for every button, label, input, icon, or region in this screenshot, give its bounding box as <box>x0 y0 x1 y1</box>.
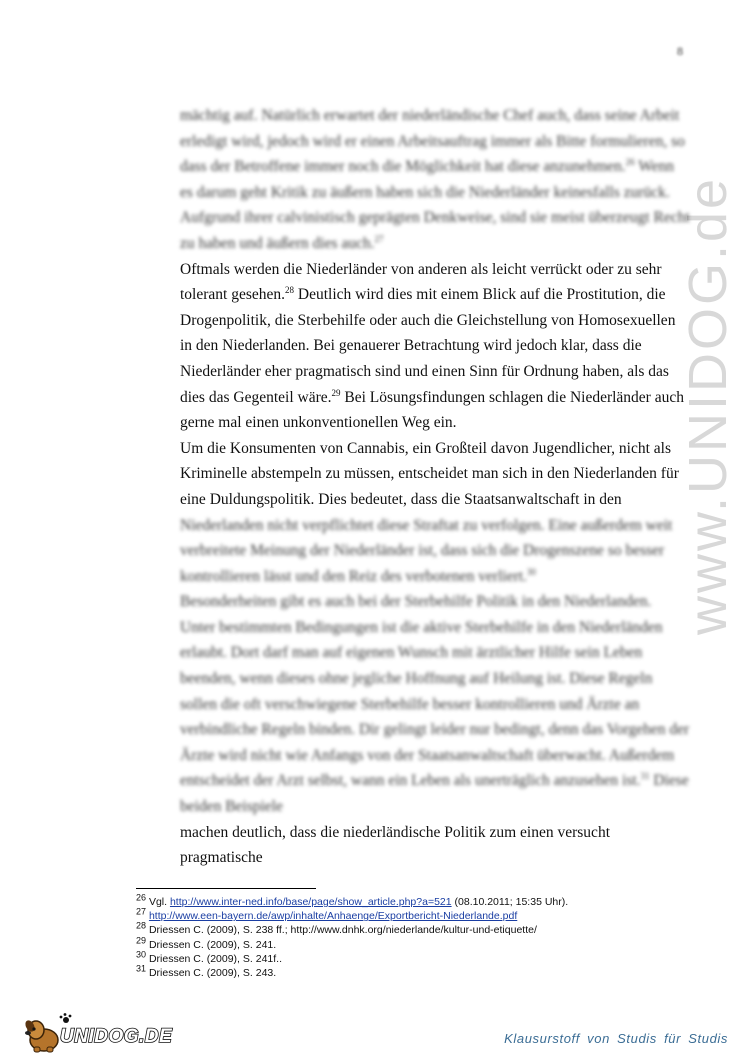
blurred-line: Niederlanden nicht verpflichtet diese Straftat zu verfolgen. Eine außerdem weit <box>180 516 673 534</box>
paragraph-text: Bei Lösungsfindungen schlagen die Niederländer auch gerne mal einen unkonventionellen Weg ein. <box>180 388 684 432</box>
footnote-separator <box>136 888 316 889</box>
dog-icon <box>24 1019 58 1052</box>
footnote-27 <box>136 906 716 923</box>
footnote-text: Vgl. <box>148 896 170 908</box>
footnote-number: 27 <box>136 906 147 917</box>
footer-tagline: Klausurstoff von Studis für Studis <box>504 1031 728 1046</box>
blurred-line: bestimmten Bedingungen ist die aktive Sterbehilfe in den Niederländen erlaubt. <box>180 618 663 662</box>
footnote-text: (08.10.2011; 15:35 Uhr). <box>451 896 569 908</box>
footnote-28 <box>136 920 716 937</box>
footnote-ref: 27 <box>374 233 384 244</box>
footnote-text: Driessen C. (2009), S. 243. <box>148 967 277 980</box>
closing-line: machen deutlich, dass die niederländische Politik zum einen versucht pragmatische <box>180 823 610 867</box>
footnote-ref: 28 <box>285 285 295 295</box>
logo-text: UNIDOG.DE <box>60 1026 173 1047</box>
blurred-line: Wenn es darum geht Kritik zu äußern haben sich die Niederländer keinesfalls zurück. <box>180 158 675 201</box>
footnote-text: Driessen C. (2009), S. 241. <box>148 938 277 951</box>
page-number: 8 <box>677 44 683 58</box>
footnote-number: 31 <box>136 963 147 974</box>
footnote-number: 26 <box>136 892 147 903</box>
footnote-29 <box>136 935 716 952</box>
blurred-line: Aufgrund ihrer calvinistisch geprägten Denkweise, sind sie meist überzeugt Recht <box>180 209 690 227</box>
blurred-line: Anfangs von der Staatsanwaltschaft überwacht. Außerdem entscheidet der Arzt <box>180 746 675 790</box>
paragraph-text: Deutlich wird dies mit einem Blick auf die Prostitution, die Drogenpolitik, die Sterbehilfe oder auch die Gleichstellung von Homosexuellen in den Niederlanden. Bei genauerer Betrachtung wird jedoch klar, dass die Niederländer eher pragmatisch sind und einen Sinn für Ordnung haben, als das dies das Gegenteil wäre. <box>180 286 676 406</box>
blurred-line: dass der Betroffene immer noch die Möglichkeit hat diese anzunehmen. <box>180 158 626 176</box>
blurred-intro-paragraph <box>180 103 690 257</box>
blurred-line: dieses ohne jegliche Hoffnung auf Heilung ist. Diese Regeln sollen die oft <box>180 670 653 713</box>
footnote-link[interactable]: http://www.inter-ned.info/base/page/show_article.php?a=521 <box>169 896 452 908</box>
blurred-line: Dort darf man auf eigenen Wunsch mit ärztlicher Hilfe sein Leben beenden, wenn <box>180 644 643 688</box>
footnote-ref: 30 <box>526 566 536 577</box>
footnote-ref: 31 <box>640 771 650 782</box>
blurred-line: verbreitete Meinung der Niederländer ist, dass sich die Drogenszene so besser <box>180 542 665 560</box>
footnote-text: Driessen C. (2009), S. 238 ff.; http://www.dnhk.org/niederlande/kultur-und-etiquette/ <box>148 924 537 937</box>
footnote-link[interactable]: http://www.een-bayern.de/awp/inhalte/Anhaenge/Exportbericht-Niederlande.pdf <box>148 910 518 923</box>
watermark-text: www.UNIDOG.de <box>678 175 738 635</box>
footnote-26 <box>136 892 716 909</box>
blurred-middle-paragraph <box>180 513 690 820</box>
blurred-line: Besonderheiten gibt es auch bei der Sterbehilfe Politik in den Niederlanden. Unter <box>180 593 652 636</box>
document-body <box>180 103 690 871</box>
footnote-ref: 29 <box>331 387 341 398</box>
paw-icon <box>60 1013 72 1023</box>
blurred-line: Diese beiden Beispiele <box>180 772 689 816</box>
blurred-line: selbst, wann ein Leben als unerträglich anzusehen ist. <box>307 772 641 790</box>
blurred-line: verschwiegene Sterbehilfe besser kontrollieren und Ärzte an verbindliche Regeln <box>180 695 640 739</box>
footnote-number: 30 <box>136 949 147 960</box>
paragraph-tolerance <box>180 257 690 436</box>
blurred-line: mächtig auf. Natürlich erwartet der niederländische Chef auch, dass seine Arbeit <box>180 107 680 124</box>
footnote-number: 29 <box>136 935 147 946</box>
footnote-number: 28 <box>136 920 147 931</box>
footnote-31 <box>136 963 716 980</box>
footnote-text: Driessen C. (2009), S. 241f.. <box>148 952 282 965</box>
blurred-line: kontrollieren lässt und den Reiz des verbotenen verliert. <box>180 567 527 585</box>
footnote-ref: 26 <box>625 157 635 168</box>
paragraph-text: Oftmals werden die Niederländer von anderen als leicht verrückt oder zu sehr tolerant gesehen. <box>180 260 662 304</box>
footnote-30 <box>136 949 716 966</box>
paragraph-cannabis: Um die Konsumenten von Cannabis, ein Großteil davon Jugendlicher, nicht als Kriminelle abstempeln zu müssen, entscheidet man sich in den Niederlanden für eine Duldungspolitik. Dies bedeutet, dass die Staatsanwaltschaft in den <box>180 439 679 508</box>
footnotes <box>136 892 716 980</box>
blurred-line: zu haben und äußern dies auch. <box>180 234 375 252</box>
blurred-line: binden. Dir gelingt leider nur bedingt, denn das Vorgehen der Ärzte wird nicht wie <box>180 721 690 764</box>
blurred-line: erledigt wird, jedoch wird er einen Arbeitsauftrag immer als Bitte formulieren, so <box>180 132 685 150</box>
